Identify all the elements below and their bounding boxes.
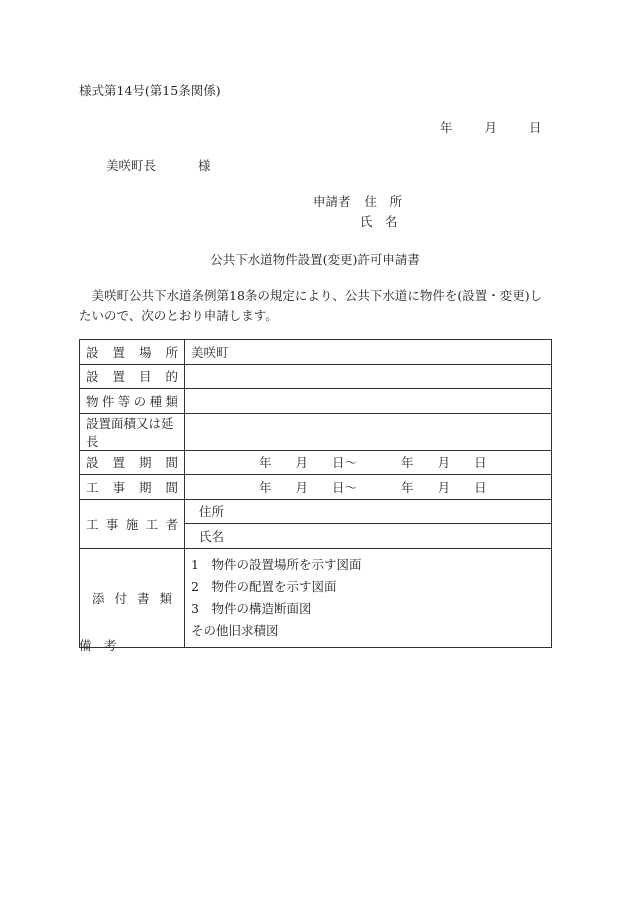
- date-year: 年: [440, 120, 453, 135]
- application-table: [79, 339, 552, 648]
- applicant-label: 申請者: [313, 194, 351, 209]
- form-number: 様式第14号(第15条関係): [79, 83, 221, 98]
- date-month: 月: [484, 120, 497, 135]
- location-value[interactable]: 美咲町: [185, 340, 552, 365]
- work-period-value[interactable]: 年 月 日〜 年 月 日: [185, 475, 552, 500]
- applicant-address-label: 住 所: [364, 194, 402, 209]
- table-row: [80, 475, 552, 500]
- install-period-value[interactable]: 年 月 日〜 年 月 日: [185, 450, 552, 475]
- contractor-name[interactable]: 氏名: [185, 524, 552, 549]
- attachments-label: 添 付 書 類: [80, 548, 185, 647]
- table-row: [80, 364, 552, 389]
- date-line: [440, 118, 541, 136]
- area-value[interactable]: [185, 413, 552, 450]
- attachment-item: 1 物件の設置場所を示す図面: [191, 556, 362, 572]
- addressee-honorific: 様: [198, 158, 211, 173]
- date-day: 日: [528, 120, 542, 135]
- type-value[interactable]: [185, 389, 552, 414]
- table-row: [80, 413, 552, 450]
- work-period-label: 工 事 期 間: [80, 475, 185, 500]
- attachment-item: 2 物件の配置を示す図面: [191, 578, 337, 594]
- attachment-item: 3 物件の構造断面図: [191, 600, 312, 616]
- body-text: 美咲町公共下水道条例第18条の規定により、公共下水道に物件を(設置・変更)したいので、次のとおり申請します。: [79, 288, 543, 323]
- applicant-address-line: [313, 192, 402, 210]
- addressee-name: 美咲町長: [106, 158, 157, 173]
- table-row: [80, 548, 552, 647]
- type-label: 物 件 等 の 種 類: [80, 389, 185, 414]
- install-period-label: 設 置 期 間: [80, 450, 185, 475]
- table-row: [80, 450, 552, 475]
- attachments-list: [185, 548, 552, 647]
- location-label: [80, 340, 185, 365]
- location-label-text: 設 置 場 所: [86, 344, 178, 360]
- applicant-name-label: 氏 名: [360, 214, 398, 229]
- purpose-value[interactable]: [185, 364, 552, 389]
- attachment-item: その他旧求積図: [191, 622, 279, 638]
- remarks-label: 備 考: [79, 638, 117, 653]
- table-row: [80, 389, 552, 414]
- document-title: 公共下水道物件設置(変更)許可申請書: [210, 252, 420, 267]
- table-row: [80, 499, 552, 524]
- table-row: [80, 340, 552, 365]
- contractor-label: 工 事 施 工 者: [80, 499, 185, 548]
- addressee: [106, 156, 211, 174]
- contractor-address[interactable]: 住所: [185, 499, 552, 524]
- purpose-label: 設 置 目 的: [80, 364, 185, 389]
- area-label: 設置面積又は延長: [80, 413, 185, 450]
